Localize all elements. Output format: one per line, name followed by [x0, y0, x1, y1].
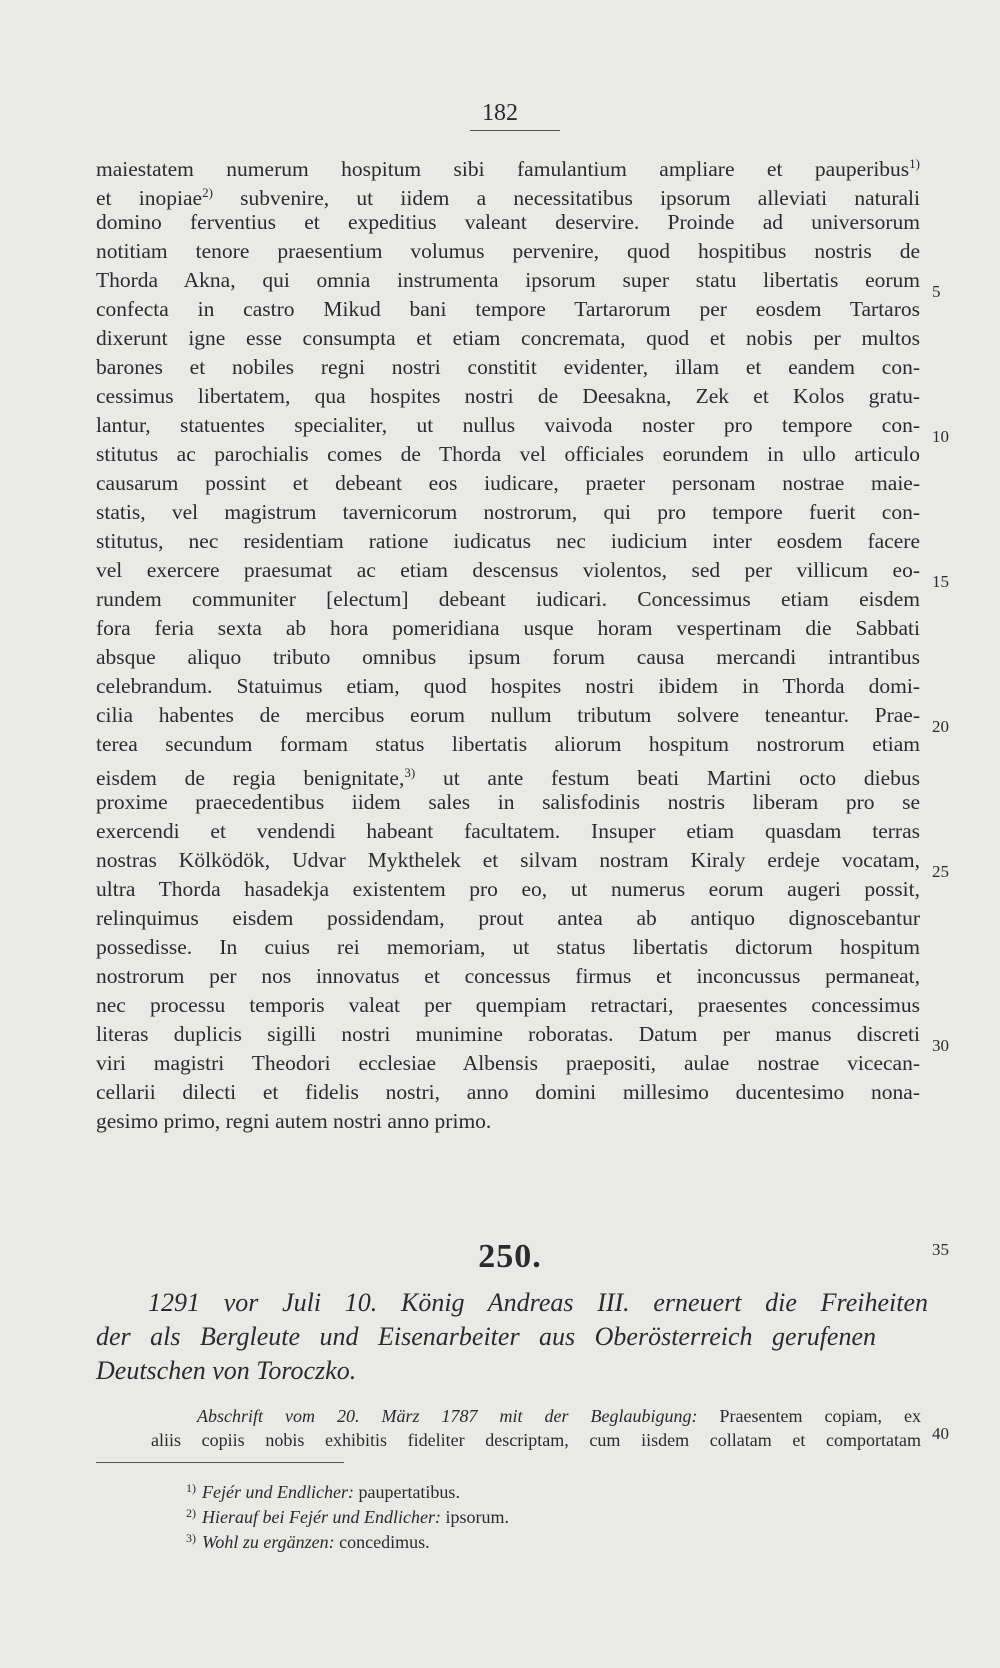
text-line: fora feria sexta ab hora pomeridiana usque horam vespertinam die Sabbati [96, 616, 920, 640]
line-number: 30 [932, 1036, 949, 1055]
footnote: $^{2)}$ Hierauf bei Fejér und Endlicher: ipsorum. [186, 1506, 509, 1527]
line-number: 40 [932, 1424, 949, 1443]
text-line: domino ferventius et expeditius valeant deservire. Proinde ad universorum [96, 210, 920, 234]
footnote: $^{1)}$ Fejér und Endlicher: paupertatibus. [186, 1481, 460, 1502]
text-line: confecta in castro Mikud bani tempore Tartarorum per eosdem Tartaros [96, 297, 920, 321]
text-line: stitutus ac parochialis comes de Thorda vel officiales eorundem in ullo articulo [96, 442, 920, 466]
text-line: Thorda Akna, qui omnia instrumenta ipsorum super statu libertatis eorum [96, 268, 920, 292]
text-line: nostras Kölködök, Udvar Mykthelek et silvam nostram Kiraly erdeje vocatam, [96, 848, 920, 872]
line-number: 15 [932, 572, 949, 591]
text-line: nec processu temporis valeat per quempiam retractari, praesentes concessimus [96, 993, 920, 1017]
text-line: vel exercere praesumat ac etiam descensus violentos, sed per villicum eo- [96, 558, 920, 582]
line-number: 35 [932, 1240, 949, 1259]
text-line: statis, vel magistrum tavernicorum nostrorum, qui pro tempore fuerit con- [96, 500, 920, 524]
text-line: absque aliquo tributo omnibus ipsum forum causa mercandi intrantibus [96, 645, 920, 669]
page-number-rule [470, 130, 560, 131]
page-number: 182 [482, 100, 518, 126]
text-line: stitutus, nec residentiam ratione iudicatus nec iudicium inter eosdem facere [96, 529, 920, 553]
footnote-rule [96, 1462, 344, 1463]
text-line: terea secundum formam status libertatis aliorum hospitum nostrorum etiam [96, 732, 920, 756]
text-line: eisdem de regia benignitate,$^{3)}$ ut ante festum beati Martini octo diebus [96, 765, 920, 790]
text-line: literas duplicis sigilli nostri munimine roboratas. Datum per manus discreti [96, 1022, 920, 1046]
text-line: proxime praecedentibus iidem sales in salisfodinis nostris liberam pro se [96, 790, 920, 814]
source-note: Abschrift vom 20. März 1787 mit der Beglaubigung: Praesentem copiam, ex [197, 1406, 922, 1426]
regest-title-line: 1291 vor Juli 10. König Andreas III. erneuert die Freiheiten [148, 1288, 928, 1317]
text-line: exercendi et vendendi habeant facultatem. Insuper etiam quasdam terras [96, 819, 920, 843]
line-number: 20 [932, 717, 949, 736]
line-number: 5 [932, 282, 941, 301]
text-line: lantur, statuentes specialiter, ut nullus vaivoda noster pro tempore con- [96, 413, 920, 437]
text-line: cilia habentes de mercibus eorum nullum tributum solvere teneantur. Prae- [96, 703, 920, 727]
text-line: barones et nobiles regni nostri constitit evidenter, illam et eandem con- [96, 355, 920, 379]
text-line: rundem communiter [electum] debeant iudicari. Concessimus etiam eisdem [96, 587, 920, 611]
line-number: 25 [932, 862, 949, 881]
regest-title-line: der als Bergleute und Eisenarbeiter aus Oberösterreich gerufenen [96, 1322, 876, 1351]
text-line: notitiam tenore praesentium volumus pervenire, quod hospitibus nostris de [96, 239, 920, 263]
document-number: 250. [478, 1238, 542, 1275]
text-line: cellarii dilecti et fidelis nostri, anno domini millesimo ducentesimo nona- [96, 1080, 920, 1104]
text-line: cessimus libertatem, qua hospites nostri de Deesakna, Zek et Kolos gratu- [96, 384, 920, 408]
text-line: viri magistri Theodori ecclesiae Albensis praepositi, aulae nostrae vicecan- [96, 1051, 920, 1075]
line-number: 10 [932, 427, 949, 446]
source-note-continued: aliis copiis nobis exhibitis fideliter descriptam, cum iisdem collatam et comportatam [151, 1430, 921, 1450]
text-line: possedisse. In cuius rei memoriam, ut status libertatis dictorum hospitum [96, 935, 920, 959]
text-line: maiestatem numerum hospitum sibi famulantium ampliare et pauperibus$^{1)}$ [96, 156, 920, 181]
text-line: gesimo primo, regni autem nostri anno primo. [96, 1109, 492, 1133]
text-line: causarum possint et debeant eos iudicare, praeter personam nostrae maie- [96, 471, 920, 495]
text-line: dixerunt igne esse consumpta et etiam concremata, quod et nobis per multos [96, 326, 920, 350]
text-line: relinquimus eisdem possidendam, prout antea ab antiquo dignoscebantur [96, 906, 920, 930]
regest-title-line: Deutschen von Toroczko. [96, 1356, 357, 1385]
text-line: nostrorum per nos innovatus et concessus firmus et inconcussus permaneat, [96, 964, 920, 988]
text-line: et inopiae$^{2)}$ subvenire, ut iidem a necessitatibus ipsorum alleviati naturali [96, 185, 920, 210]
footnote: $^{3)}$ Wohl zu ergänzen: concedimus. [186, 1531, 430, 1552]
text-line: celebrandum. Statuimus etiam, quod hospites nostri ibidem in Thorda domi- [96, 674, 920, 698]
text-line: ultra Thorda hasadekja existentem pro eo, ut numerus eorum augeri possit, [96, 877, 920, 901]
